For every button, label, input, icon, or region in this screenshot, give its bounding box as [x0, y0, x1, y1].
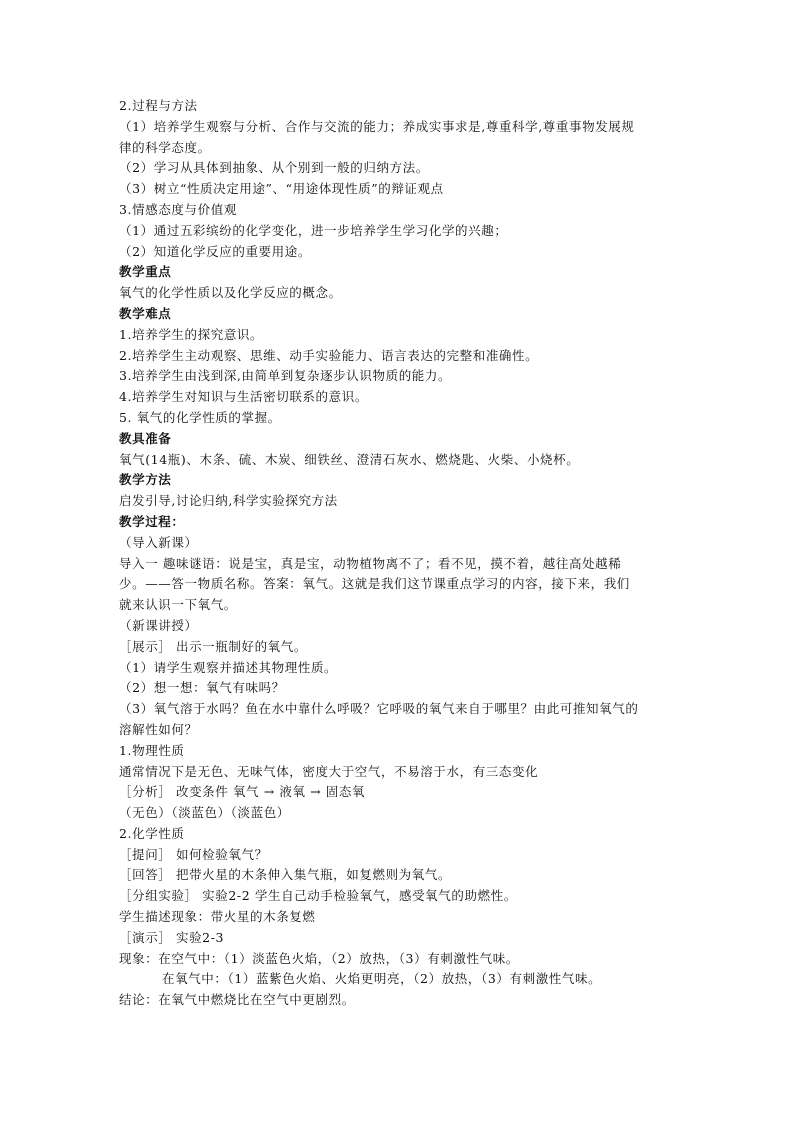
document-page — [119, 96, 684, 1011]
text-line: 1.培养学生的探究意识。 — [119, 326, 264, 342]
text-line: 4.培养学生对知识与生活密切联系的意识。 — [119, 389, 368, 405]
section-heading: 教学难点 — [119, 305, 172, 321]
text-line: 律的科学态度。 — [119, 139, 211, 155]
text-line: 2.化学性质 — [119, 825, 185, 841]
text-line: 3.培养学生由浅到深,由简单到复杂逐步认识物质的能力。 — [119, 368, 452, 384]
text-line: 导入一 趣味谜语：说是宝，真是宝，动物植物离不了；看不见，摸不着，越往高处越稀 — [119, 555, 622, 571]
section-heading: 教学重点 — [119, 264, 172, 280]
text-line: （3）氧气溶于水吗？鱼在水中靠什么呼吸？它呼吸的氧气来自于哪里？由此可推知氧气的 — [119, 701, 639, 717]
text-line: （1）通过五彩缤纷的化学变化，进一步培养学生学习化学的兴趣； — [119, 222, 508, 238]
text-line: （2）学习从具体到抽象、从个别到一般的归纳方法。 — [119, 160, 429, 176]
text-line: （导入新课） — [119, 534, 198, 550]
text-line: 氧气(14瓶)、木条、硫、木炭、细铁丝、澄清石灰水、燃烧匙、火柴、小烧杯。 — [119, 451, 580, 467]
text-line: 学生描述现象：带火星的木条复燃 — [119, 909, 316, 925]
text-line: ［回答］ 把带火星的木条伸入集气瓶，如复燃则为氧气。 — [119, 867, 452, 883]
text-line: ［提问］ 如何检验氧气？ — [119, 846, 268, 862]
text-line: 3.情感态度与价值观 — [119, 201, 237, 217]
text-line: 1.物理性质 — [119, 742, 185, 758]
text-line: ［分析］ 改变条件 氧气 → 液氧 → 固态氧 — [119, 784, 366, 800]
text-line: 少。——答一物质名称。答案：氧气。这就是我们这节课重点学习的内容，接下来，我们 — [119, 576, 630, 592]
text-line: 5. 氧气的化学性质的掌握。 — [119, 409, 281, 425]
section-heading: 教具准备 — [119, 430, 172, 446]
text-line: （3）树立“性质决定用途”、“用途体现性质”的辩证观点 — [119, 181, 444, 197]
section-heading: 教学过程： — [119, 513, 185, 529]
text-line: 溶解性如何？ — [119, 721, 198, 737]
text-line: 现象：在空气中：（1）淡蓝色火焰，（2）放热，（3）有刺激性气味。 — [119, 950, 519, 966]
text-line: （2）想一想：氧气有味吗？ — [119, 680, 285, 696]
text-line: （1）请学生观察并描述其物理性质。 — [119, 659, 338, 675]
text-line: 就来认识一下氧气。 — [119, 597, 237, 613]
text-line: （1）培养学生观察与分析、合作与交流的能力；养成实事求是,尊重科学,尊重事物发展规 — [119, 118, 635, 134]
text-line: 通常情况下是无色、无味气体，密度大于空气，不易溶于水，有三态变化 — [119, 763, 539, 779]
section-heading: 教学方法 — [119, 472, 172, 488]
text-line: （无色）（淡蓝色）（淡蓝色） — [119, 805, 290, 821]
text-line: 氧气的化学性质以及化学反应的概念。 — [119, 285, 342, 301]
text-line: ［展示］ 出示一瓶制好的氧气。 — [119, 638, 307, 654]
text-line: 启发引导,讨论归纳,科学实验探究方法 — [119, 493, 338, 509]
text-line: ［分组实验］ 实验2-2 学生自己动手检验氧气，感受氧气的助燃性。 — [119, 888, 517, 904]
text-line: 2.培养学生主动观察、思维、动手实验能力、语言表达的完整和准确性。 — [119, 347, 539, 363]
text-line: 2.过程与方法 — [119, 98, 198, 113]
text-line: 在氧气中：（1）蓝紫色火焰、火焰更明亮，（2）放热，（3）有刺激性气味。 — [162, 971, 602, 987]
text-line: 结论：在氧气中燃烧比在空气中更剧烈。 — [119, 992, 355, 1008]
text-line: （2）知道化学反应的重要用途。 — [119, 243, 311, 259]
text-line: ［演示］ 实验2-3 — [119, 929, 225, 945]
text-line: （新课讲授） — [119, 617, 198, 633]
